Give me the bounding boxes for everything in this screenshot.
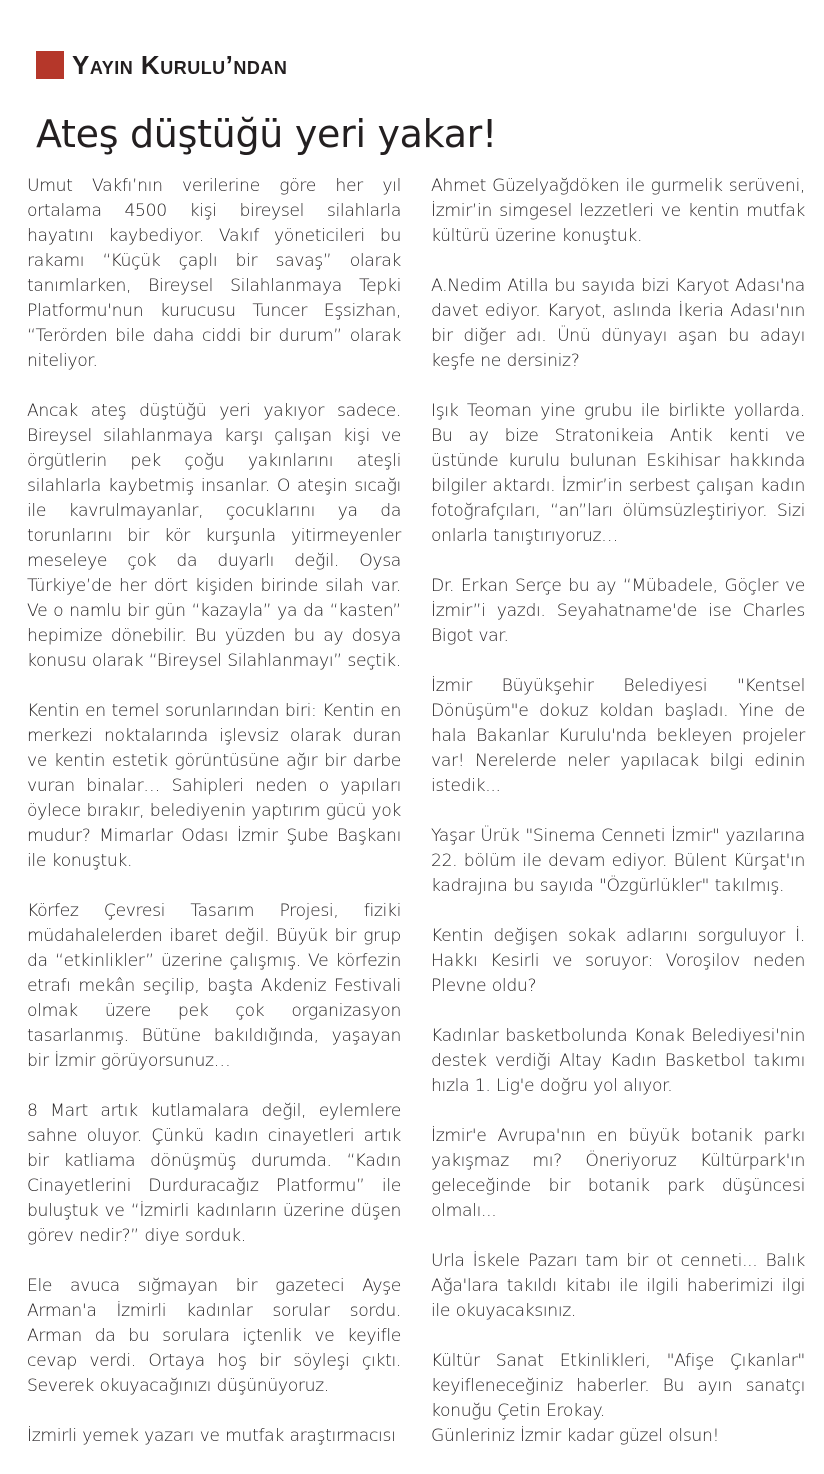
section-header bbox=[36, 48, 287, 82]
paragraph: İzmir'e Avrupa'nın en büyük botanik parkı yakışmaz mı? Öneriyoruz Kültürpark'ın geleceğinde bir botanik park düşüncesi olmalı... bbox=[431, 1126, 805, 1221]
paragraph: A.Nedim Atilla bu sayıda bizi Karyot Adası'na davet ediyor. Karyot, aslında İkeria Adası'nın bir diğer adı. Ünü dünyayı aşan bu adayı keşfe ne dersiniz? bbox=[431, 276, 805, 371]
paragraph: İzmir Büyükşehir Belediyesi "Kentsel Dönüşüm"e dokuz koldan başladı. Yine de hala Bakanlar Kurulu'nda bekleyen projeler var! Nerelerde neler yapılacak bilgi edinin istedik... bbox=[431, 676, 805, 796]
section-marker-square bbox=[36, 51, 64, 79]
left-column bbox=[27, 174, 401, 1474]
paragraph: 8 Mart artık kutlamalara değil, eylemlere sahne oluyor. Çünkü kadın cinayetleri artık bir katliama dönüşmüş durumda. “Kadın Cinayetlerini Durduracağız Platformu” ile buluştuk ve “İzmirli kadınların üzerine düşen görev nedir?” diye sorduk. bbox=[27, 1101, 401, 1246]
paragraph: Işık Teoman yine grubu ile birlikte yollarda. Bu ay bize Stratonikeia Antik kenti ve üstünde kurulu bulunan Eskihisar hakkında bilgiler aktardı. İzmir’in serbest çalışan kadın fotoğrafçıları, “an”ları ölümsüzleştiriyor. Sizi onlarla tanıştırıyoruz… bbox=[431, 401, 805, 546]
paragraph: Yaşar Ürük "Sinema Cenneti İzmir" yazılarına 22. bölüm ile devam ediyor. Bülent Kürşat'ın kadrajına bu sayıda "Özgürlükler" takılmış. bbox=[431, 826, 805, 896]
paragraph: Ancak ateş düştüğü yeri yakıyor sadece. Bireysel silahlanmaya karşı çalışan kişi ve örgütlerin pek çoğu yakınlarını ateşli silahlarla kaybetmiş insanlar. O ateşin sıcağı ile kavrulmayanlar, çocuklarını ya da torunlarını bir kör kurşunla yitirmeyenler meseleye çok da duyarlı değil. Oysa Türkiye’de her dört kişiden birinde silah var. Ve o namlu bir gün “kazayla” ya da “kasten” hepimize dönebilir. Bu yüzden bu ay dosya konusu olarak “Bireysel Silahlanmayı” seçtik. bbox=[27, 401, 401, 671]
paragraph: Ahmet Güzelyağdöken ile gurmelik serüveni, İzmir’in simgesel lezzetleri ve kentin mutfak kültürü üzerine konuştuk. bbox=[431, 176, 805, 246]
paragraph: Ele avuca sığmayan bir gazeteci Ayşe Arman'a İzmirli kadınlar sorular sordu. Arman da bu sorulara içtenlik ve keyifle cevap verdi. Ortaya hoş bir söyleşi çıktı. Severek okuyacağınızı düşünüyoruz. bbox=[27, 1276, 401, 1396]
paragraph: Kadınlar basketbolunda Konak Belediyesi'nin destek verdiği Altay Kadın Basketbol takımı hızla 1. Lig'e doğru yol alıyor. bbox=[431, 1026, 805, 1096]
paragraph: Umut Vakfı’nın verilerine göre her yıl ortalama 4500 kişi bireysel silahlarla hayatını kaybediyor. Vakıf yöneticileri bu rakamı “Küçük çaplı bir savaş” olarak tanımlarken, Bireysel Silahlanmaya Tepki Platformu'nun kurucusu Tuncer Eşsizhan, “Terörden bile daha ciddi bir durum” olarak niteliyor. bbox=[27, 176, 401, 371]
paragraph: Urla İskele Pazarı tam bir ot cenneti... Balık Ağa'lara takıldı kitabı ile ilgili haberimizi ilgi ile okuyacaksınız. bbox=[431, 1251, 805, 1321]
paragraph: Kentin değişen sokak adlarını sorguluyor İ. Hakkı Kesirli ve soruyor: Voroşilov neden Plevne oldu? bbox=[431, 926, 805, 996]
paragraph: Dr. Erkan Serçe bu ay “Mübadele, Göçler ve İzmir”i yazdı. Seyahatname'de ise Charles Bigot var. bbox=[431, 576, 805, 646]
paragraph: Körfez Çevresi Tasarım Projesi, fiziki müdahalelerden ibaret değil. Büyük bir grup da “etkinlikler” üzerine çalışmış. Ve körfezin etrafı mekân seçilip, başta Akdeniz Festivali olmak üzere pek çok organizasyon tasarlanmış. Bütüne bakıldığında, yaşayan bir İzmir görüyorsunuz… bbox=[27, 901, 401, 1071]
paragraph: Kültür Sanat Etkinlikleri, "Afişe Çıkanlar" keyifleneceğiniz haberler. Bu ayın sanatçı konuğu Çetin Erokay. bbox=[431, 1351, 805, 1421]
closing-line: Günleriniz İzmir kadar güzel olsun! bbox=[431, 1426, 720, 1446]
paragraph: İzmirli yemek yazarı ve mutfak araştırmacısı bbox=[27, 1426, 396, 1446]
article-title: Ateş düştüğü yeri yakar! bbox=[36, 112, 497, 156]
right-column bbox=[431, 174, 805, 1474]
paragraph: Kentin en temel sorunlarından biri: Kentin en merkezi noktalarında işlevsiz olarak duran ve kentin estetik görüntüsüne ağır bir darbe vuran binalar… Sahipleri neden o yapıları öylece bırakır, belediyenin yaptırım gücü yok mudur? Mimarlar Odası İzmir Şube Başkanı ile konuştuk. bbox=[27, 701, 401, 871]
section-title: Yayın Kurulu’ndan bbox=[72, 49, 288, 80]
